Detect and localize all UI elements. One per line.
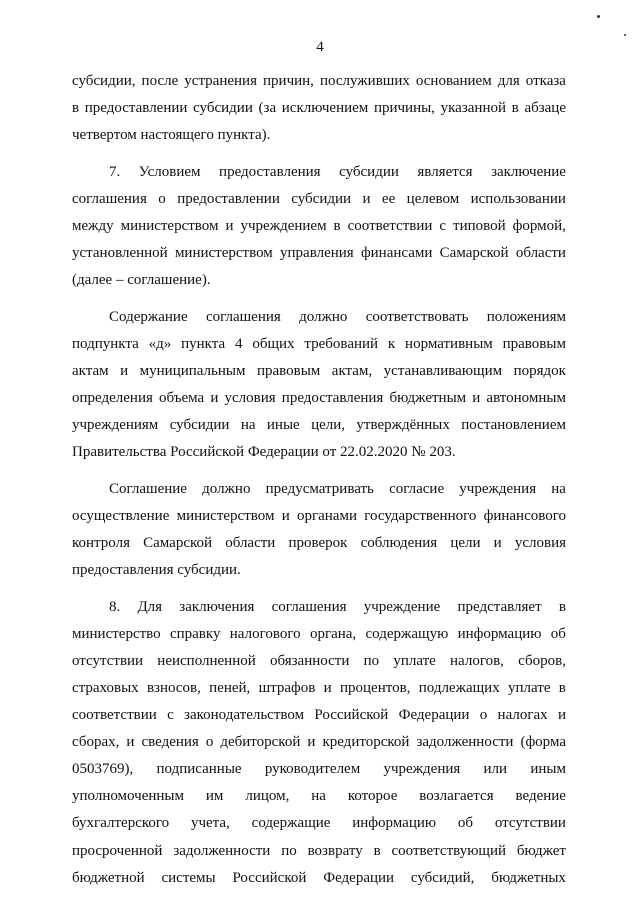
word: (форма bbox=[520, 734, 566, 751]
paragraph-gap bbox=[72, 296, 566, 306]
word: муниципальным bbox=[139, 362, 246, 379]
word: Условием bbox=[138, 163, 201, 180]
word: просроченной bbox=[72, 842, 163, 859]
word: отсутствии bbox=[494, 815, 566, 832]
word: Федерации bbox=[398, 707, 470, 724]
word: государственного bbox=[364, 507, 477, 524]
word: на bbox=[311, 788, 326, 805]
word: субсидии bbox=[339, 163, 399, 180]
word: установленной bbox=[72, 245, 168, 262]
word: кредиторской bbox=[322, 734, 410, 751]
word: неисполненной bbox=[157, 652, 256, 669]
word: положениям bbox=[486, 308, 566, 325]
word: субсидий, bbox=[410, 869, 475, 886]
word: и bbox=[281, 507, 290, 524]
word: и bbox=[362, 190, 371, 207]
word: общих bbox=[252, 335, 295, 352]
word: и bbox=[323, 679, 332, 696]
word: в bbox=[333, 217, 341, 234]
word: органами bbox=[296, 507, 357, 524]
word: которое bbox=[347, 788, 398, 805]
paragraph-p1 bbox=[72, 70, 566, 151]
word: о bbox=[205, 734, 214, 751]
word: руководителем bbox=[264, 761, 361, 778]
word: для bbox=[497, 73, 520, 89]
text-line bbox=[72, 333, 566, 360]
word: налогового bbox=[229, 625, 301, 642]
text-line bbox=[72, 650, 566, 677]
word: соответствии bbox=[72, 707, 157, 724]
word: предоставления bbox=[281, 390, 384, 407]
text-line bbox=[72, 704, 566, 731]
word: утверждённых bbox=[356, 417, 450, 434]
word: системы bbox=[161, 869, 216, 886]
word: субсидии bbox=[291, 190, 352, 207]
word: и bbox=[120, 362, 129, 379]
paragraph-p3 bbox=[72, 306, 566, 469]
word: представляет bbox=[457, 598, 542, 615]
word: правовым bbox=[256, 362, 321, 379]
word: и bbox=[557, 707, 566, 724]
text-line bbox=[72, 840, 566, 867]
page-number: 4 bbox=[316, 39, 324, 55]
word: содержащие bbox=[251, 815, 331, 832]
word: с bbox=[439, 217, 447, 234]
word: указанной bbox=[440, 100, 506, 117]
word: послуживших bbox=[319, 73, 410, 89]
text-line bbox=[72, 731, 566, 758]
word: является bbox=[417, 163, 473, 180]
word: бюджетных bbox=[491, 869, 566, 886]
word: учреждениям bbox=[72, 417, 159, 434]
paragraph-p4 bbox=[72, 478, 566, 586]
word: задолженности bbox=[416, 734, 514, 751]
text-line bbox=[72, 97, 566, 124]
word: органа, bbox=[309, 625, 357, 642]
text-line bbox=[72, 70, 566, 97]
text-line: (далее – соглашение). bbox=[72, 272, 211, 289]
text-line bbox=[72, 623, 566, 650]
word: Самарской bbox=[143, 535, 213, 551]
word: министерством bbox=[120, 217, 219, 234]
word: налогов, bbox=[450, 652, 504, 669]
word: отсутствии bbox=[72, 652, 144, 669]
word: 0503769), bbox=[72, 761, 134, 778]
text-line: четвертом настоящего пункта). bbox=[72, 127, 271, 144]
word: правовым bbox=[502, 335, 566, 352]
document-body bbox=[72, 70, 566, 894]
word: автономным bbox=[486, 390, 566, 407]
word: учреждение bbox=[363, 598, 441, 615]
word: субсидии bbox=[169, 417, 230, 434]
paragraph-gap bbox=[72, 586, 566, 596]
word: Российской bbox=[314, 707, 389, 724]
word: соответствовать bbox=[365, 308, 469, 325]
word: 8. bbox=[109, 598, 121, 615]
word: сборах, bbox=[72, 734, 120, 751]
word: иным bbox=[530, 761, 566, 778]
word: (за bbox=[258, 100, 277, 117]
word: и bbox=[307, 734, 316, 751]
word: информацию bbox=[352, 815, 437, 832]
word: подлежащих bbox=[418, 679, 500, 696]
word: иные bbox=[266, 417, 300, 434]
word: финансами bbox=[360, 245, 433, 262]
word: в bbox=[511, 100, 519, 117]
word: Российской bbox=[232, 869, 307, 886]
word: в bbox=[72, 100, 80, 117]
word: после bbox=[141, 73, 179, 89]
word: лицом, bbox=[245, 788, 290, 805]
word: пункта bbox=[181, 335, 226, 352]
word: по bbox=[363, 652, 380, 669]
word: соглашения bbox=[72, 190, 147, 207]
word: и bbox=[493, 535, 502, 551]
word: соблюдения bbox=[360, 535, 438, 551]
word: заключения bbox=[179, 598, 255, 615]
word: проверок bbox=[288, 535, 348, 551]
word: или bbox=[483, 761, 508, 778]
word: содержащую bbox=[365, 625, 449, 642]
word: в bbox=[558, 598, 566, 615]
word: штрафов bbox=[258, 679, 316, 696]
word: Самарской bbox=[439, 245, 509, 262]
word: причин, bbox=[263, 73, 314, 89]
text-line bbox=[72, 360, 566, 387]
word: соглашения bbox=[205, 308, 281, 325]
word: бухгалтерского bbox=[72, 815, 170, 832]
word: предоставлении bbox=[177, 190, 280, 207]
word: министерством bbox=[174, 245, 273, 262]
word: и bbox=[225, 217, 234, 234]
word: и bbox=[210, 390, 219, 407]
word: законодательством bbox=[184, 707, 305, 724]
word: и bbox=[126, 734, 135, 751]
word: взносов, bbox=[146, 679, 201, 696]
word: Федерации bbox=[323, 869, 395, 886]
word: устранения bbox=[184, 73, 257, 89]
text-line bbox=[72, 785, 566, 812]
word: согласие bbox=[389, 480, 445, 497]
text-line bbox=[72, 758, 566, 785]
word: субсидии bbox=[193, 100, 253, 117]
word: области bbox=[225, 535, 276, 551]
word: ее bbox=[381, 190, 396, 207]
word: нормативным bbox=[405, 335, 493, 352]
word: управления bbox=[280, 245, 354, 262]
word: соответствии bbox=[347, 217, 433, 234]
text-line bbox=[72, 306, 566, 333]
word: контроля bbox=[72, 535, 130, 551]
word: министерство bbox=[72, 625, 161, 642]
word: бюджетным bbox=[389, 390, 467, 407]
word: учреждением bbox=[240, 217, 327, 234]
paragraph-gap bbox=[72, 151, 566, 161]
word: 7. bbox=[109, 163, 121, 180]
word: финансового bbox=[483, 507, 566, 524]
text-line bbox=[72, 414, 566, 441]
word: субсидии, bbox=[72, 73, 136, 89]
word: области bbox=[515, 245, 566, 262]
text-line: предоставления субсидии. bbox=[72, 562, 241, 579]
word: соответствующий bbox=[391, 842, 507, 859]
text-line bbox=[72, 867, 566, 894]
word: на bbox=[240, 417, 256, 434]
word: актам, bbox=[331, 362, 373, 379]
word: возврату bbox=[307, 842, 363, 859]
word: между bbox=[72, 217, 114, 234]
word: формой, bbox=[512, 217, 566, 234]
word: подпункта bbox=[72, 335, 139, 352]
word: «д» bbox=[148, 335, 172, 352]
paragraph-gap bbox=[72, 468, 566, 478]
text-line bbox=[72, 596, 566, 623]
word: условия bbox=[224, 390, 276, 407]
word: предоставлении bbox=[84, 100, 188, 117]
word: пеней, bbox=[209, 679, 251, 696]
word: уплате bbox=[393, 652, 436, 669]
word: Для bbox=[137, 598, 163, 615]
word: ведение bbox=[515, 788, 566, 805]
word: порядок bbox=[513, 362, 566, 379]
word: процентов, bbox=[339, 679, 411, 696]
word: учета, bbox=[190, 815, 230, 832]
text-line: Правительства Российской Федерации от 22.02.2020 № 203. bbox=[72, 444, 456, 461]
word: министерством bbox=[176, 507, 275, 524]
scan-speck bbox=[624, 34, 626, 36]
text-line bbox=[72, 161, 566, 188]
paragraph-p2 bbox=[72, 161, 566, 296]
word: о bbox=[479, 707, 488, 724]
word: в bbox=[558, 679, 566, 696]
word: к bbox=[387, 335, 396, 352]
word: на bbox=[551, 480, 566, 497]
word: дебиторской bbox=[220, 734, 301, 751]
word: об bbox=[457, 815, 474, 832]
word: учреждения bbox=[459, 480, 537, 497]
word: 4 bbox=[235, 335, 243, 352]
word: об bbox=[550, 625, 566, 642]
word: уплате bbox=[508, 679, 551, 696]
text-line bbox=[72, 505, 566, 532]
word: использовании bbox=[470, 190, 566, 207]
word: им bbox=[205, 788, 224, 805]
word: в bbox=[373, 842, 381, 859]
word: задолженности bbox=[173, 842, 271, 859]
word: заключение bbox=[491, 163, 566, 180]
word: Содержание bbox=[109, 308, 188, 325]
word: подписанные bbox=[156, 761, 242, 778]
word: исключением bbox=[281, 100, 369, 117]
word: бюджетной bbox=[72, 869, 145, 886]
word: абзаце bbox=[524, 100, 566, 117]
word: налогах bbox=[497, 707, 548, 724]
word: сборов, bbox=[518, 652, 566, 669]
word: причины, bbox=[373, 100, 435, 117]
word: определения bbox=[72, 390, 153, 407]
word: цели bbox=[450, 535, 481, 551]
text-line bbox=[72, 215, 566, 242]
text-line bbox=[72, 677, 566, 704]
word: устанавливающим bbox=[383, 362, 503, 379]
word: информацию bbox=[457, 625, 542, 642]
word: актам bbox=[72, 362, 109, 379]
word: условия bbox=[514, 535, 566, 551]
word: возлагается bbox=[419, 788, 494, 805]
paragraph-p5 bbox=[72, 596, 566, 894]
word: требований bbox=[304, 335, 379, 352]
text-line bbox=[72, 532, 566, 559]
word: соглашения bbox=[271, 598, 347, 615]
word: уполномоченным bbox=[72, 788, 184, 805]
word: должно bbox=[202, 480, 251, 497]
word: основанием bbox=[415, 73, 492, 89]
word: учреждения bbox=[383, 761, 461, 778]
word: справку bbox=[169, 625, 221, 642]
word: предусматривать bbox=[265, 480, 374, 497]
word: должно bbox=[299, 308, 348, 325]
word: о bbox=[158, 190, 166, 207]
word: сведения bbox=[141, 734, 199, 751]
word: типовой bbox=[453, 217, 506, 234]
word: обязанности bbox=[269, 652, 350, 669]
word: объема bbox=[159, 390, 205, 407]
word: предоставления bbox=[219, 163, 321, 180]
text-line bbox=[72, 188, 566, 215]
word: целевом bbox=[406, 190, 460, 207]
word: с bbox=[167, 707, 174, 724]
word: цели, bbox=[311, 417, 346, 434]
word: отказа bbox=[525, 73, 566, 89]
word: бюджет bbox=[516, 842, 566, 859]
word: постановлением bbox=[461, 417, 566, 434]
word: Соглашение bbox=[109, 480, 187, 497]
text-line bbox=[72, 242, 566, 269]
text-line bbox=[72, 812, 566, 839]
text-line bbox=[72, 478, 566, 505]
word: по bbox=[281, 842, 297, 859]
text-line bbox=[72, 387, 566, 414]
word: осуществление bbox=[72, 507, 170, 524]
scan-speck bbox=[597, 15, 600, 18]
word: и bbox=[472, 390, 481, 407]
word: страховых bbox=[72, 679, 139, 696]
